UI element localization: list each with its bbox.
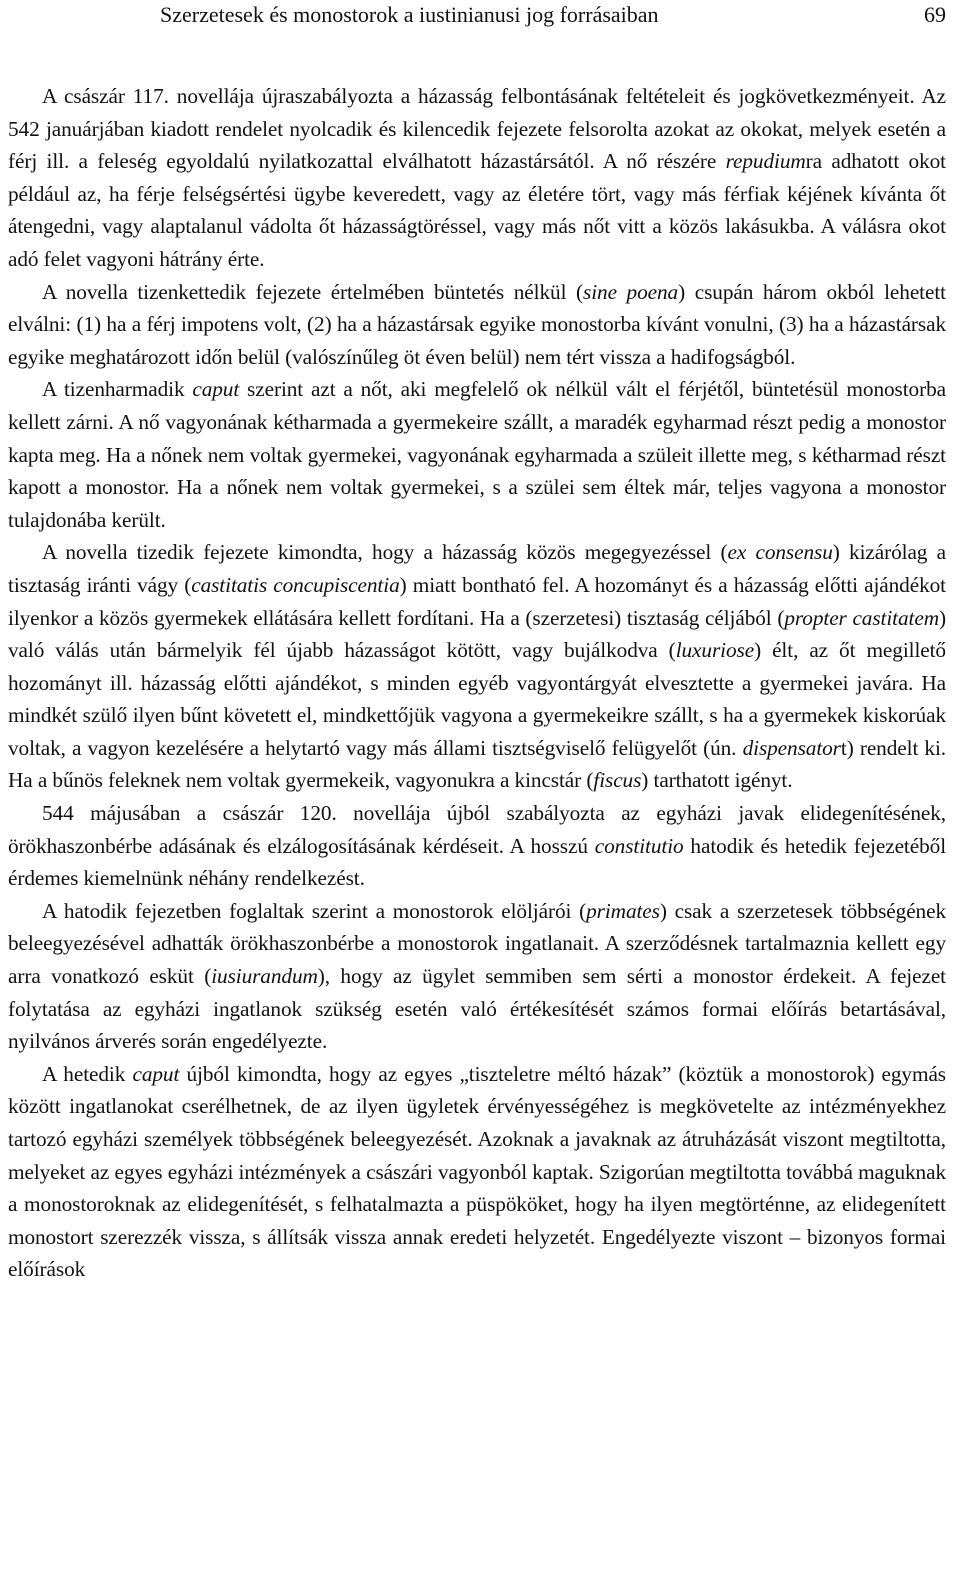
paragraph-4 [8,536,946,797]
text-run: A novella tizenkettedik fejezete értelmében büntetés nélkül ( [42,279,584,304]
paragraph-6 [8,895,946,1058]
text-run: A novella tizedik fejezete kimondta, hogy a házasság közös megegyezéssel ( [42,540,728,565]
italic-term: constitutio [594,833,684,858]
italic-term: propter castitatem [784,605,939,630]
italic-term: caput [192,377,240,402]
running-title: Szerzetesek és monostorok a iustinianusi jog forrásaiban [160,2,659,27]
text-run: ) élt, az őt megillető hozományt ill. házasság előtti ajándékot, s minden egyéb vagyontárgyát elvesztette a gyermekei javára. Ha mindkét szülő ilyen bűnt követett el, mindkettőjük vagyona a gyermekeikre szállt, s ha a gyermekek kiskorúak voltak, a vagyon kezelésére a helytartó vagy más állami tisztségviselő felügyelőt (ún. [8,638,946,760]
italic-term: primates [586,898,660,923]
text-run: 544 májusában a császár 120. novellája újból szabályozta az egyházi javak elidegenítésének, örökhaszonbérbe adásának és elzálogosításának kérdéseit. A hosszú [8,801,946,858]
paragraph-1 [8,80,946,276]
text-run: ) miatt bontható fel. A hozományt és a házasság előtti ajándékot ilyenkor a közös gyermekek ellátására kellett fordítani. Ha a (szerzetesi) tisztaság céljából ( [8,572,946,630]
text-run: újból kimondta, hogy az egyes „tiszteletre méltó házak” (köztük a monostorok) egymás között ingatlanokat cserélhetnek, de az ilyen ügyletek érvényességéhez is megkövetelte az intézményekhez tartozó egyházi személyek többségének beleegyezését. Azoknak a javaknak az átruházását viszont megtiltotta, melyeket az egyes egyházi intézmények a császári vagyonból kaptak. Szigorúan megtiltotta továbbá maguknak a monostoroknak az elidegenítését, s felhatalmazta a püspököket, hogy ha ilyen megtörténne, az elidegenített monostort szerezzék vissza, s állítsák vissza annak eredeti helyzetét. Engedélyezte viszont – bizonyos formai előírások [8,1061,946,1282]
text-run: A hatodik fejezetben foglaltak szerint a monostorok elöljárói ( [42,898,587,923]
text-run: ) csak a szerzetesek többségének beleegyezésével adhatták örökhaszonbérbe a monostorok ingatlanait. A szerződésnek tartalmaznia kellett egy arra vonatkozó esküt ( [8,898,946,989]
text-run: hatodik és hetedik fejezetéből érdemes kiemelnünk néhány rendelkezést. [8,833,947,891]
text-run: ) csupán három okból lehetett elválni: (1) ha a férj impotens volt, (2) ha a házastársak egyike monostorba kívánt vonulni, (3) ha a házastársak egyike meghatározott időn belül (valószínűleg öt éven belül) nem tért vissza a hadifogságból. [8,279,946,369]
page-header [8,0,946,30]
text-run: A tizenharmadik [42,377,193,402]
italic-term: repudium [725,149,806,174]
text-run: szerint azt a nőt, aki megfelelő ok nélkül vált el férjétől, büntetésül monostorba kellett zárni. A nő vagyonának kétharmada a gyermekeire szállt, a maradék egyharmad részt pedig a monostor kapta meg. Ha a nőnek nem voltak gyermekei, vagyonának egyharmada a szüleit illette meg, s kétharmad részt kapott a monostor. Ha a nőnek nem voltak gyermekei, s a szülei sem éltek már, teljes vagyona a monostor tulajdonába került. [8,377,946,532]
italic-term: luxuriose [675,638,755,663]
text-run: A császár 117. novellája újraszabályozta a házasság felbontásának feltételeit és jogkövetkezményeit. Az 542 januárjában kiadott rendelet nyolcadik és kilencedik fejezete felsorolta azokat az okokat, melyek esetén a férj ill. a feleség egyoldalú nyilatkozattal elválhatott házastársától. A nő részére [8,84,946,174]
paragraph-3 [8,373,946,536]
italic-term: caput [132,1061,180,1086]
italic-term: dispensator [742,735,841,760]
text-run: ), hogy az ügylet semmiben sem sérti a monostor érdekeit. A fejezet folytatása az egyházi ingatlanok szükség esetén való értékesítését számos formai előírás betartásával, nyilvános árverés során engedélyezte. [8,964,946,1054]
text-run: t) rendelt ki. Ha a bűnös feleknek nem voltak gyermekeik, vagyonukra a kincstár ( [8,735,947,793]
italic-term: fiscus [593,768,642,793]
italic-term: ex consensu [727,540,833,565]
paragraph-2 [8,276,946,374]
text-run: ra adhatott okot például az, ha férje felségsértési ügybe keveredett, vagy az életére tört, vagy más férfiak kéjének kívánta őt átengedni, vagy alaptalanul vádolta őt házasságtöréssel, vagy más nőt vitt a közös lakásukba. A válásra okot adó felet vagyoni hátrány érte. [8,149,946,271]
paragraph-7 [8,1058,946,1286]
text-run: A hetedik [42,1061,133,1086]
text-run: ) kizárólag a tisztaság iránti vágy ( [8,540,946,597]
paragraph-5 [8,797,946,895]
italic-term: sine poena [583,279,679,304]
body-text [8,80,946,1286]
page-number: 69 [924,2,946,27]
italic-term: castitatis concupiscentia [191,572,400,597]
text-run: ) való válás után bármelyik fél újabb házasságot kötött, vagy bujálkodva ( [8,605,946,663]
italic-term: iusiurandum [211,964,318,989]
text-run: ) tarthatott igényt. [641,768,793,793]
